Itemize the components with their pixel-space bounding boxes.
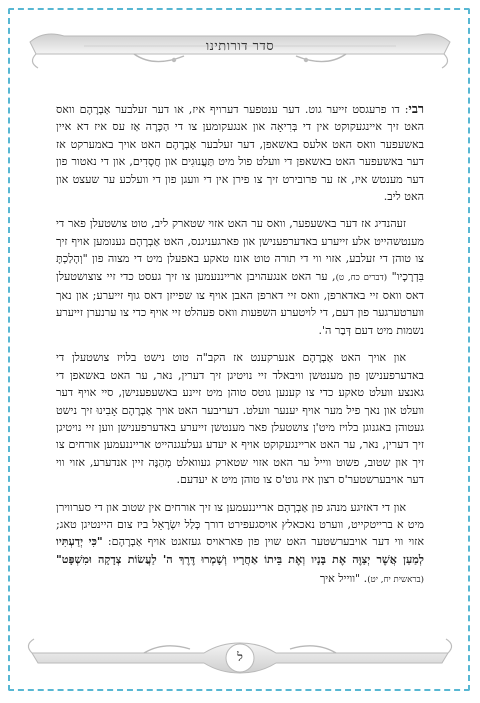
paragraph-4-text-a: און די דאזיגע מנהג פון אַבְרָהָם ארייננעמען צו זיך אורחים אין שטוב און די סערווירן מיט א ברייטקייט, ווערט נאכאלץ אויסגעפירט דורך כְּלַל יִשְׂרָאֵל ביז צום היינטיגן טאג; אזוי ווי דער אויבערשטער האט שוין פון פאראויס געזאגט אויף אַבְרָהָם: bbox=[56, 500, 424, 549]
main-text bbox=[56, 100, 424, 600]
paragraph-2 bbox=[56, 215, 424, 339]
source-citation: (בראשית יח, יט) bbox=[367, 575, 424, 586]
paragraph-2-text-a: זעהנדיג אז דער באשעפער, וואס ער האט אזוי שטארק ליב, טוט צושטעלן פאר די מענטשהייט אלע זייערע באדערפענישן און פארגעניגנס, האט אַבְרָהָם גענומען אויף זיך צו טוהן די זעלבע, אזוי ווי די תורה טוט אונז טאקע באפעלן מיט די מצוה פון "וְהָלַכְתָּ בִּדְרָכָיו" bbox=[56, 217, 424, 283]
paragraph-2-text-b: , ער האט אנגעהויבן ארייננעמען צו זיך געסט כדי זיי צוצושטעלן דאס וואס זיי באדארפן, וואס זיי דארפן האבן אויף צו שפייזן דאס גוף זייערע; און נאך ווערטערגער פון דעם, די לויטערע השפעות וואס פעהלט זיי אויף כדי צו ערנערן זייערע נשמות מיט דעם דְּבַר ה'. bbox=[56, 269, 424, 337]
running-header-title: סדר דורותינו bbox=[205, 39, 275, 54]
paragraph-1 bbox=[56, 100, 424, 205]
page-number: ל bbox=[237, 650, 243, 664]
paragraph-3 bbox=[56, 349, 424, 488]
verse-quote: "כִּי יְדַעְתִּיו לְמַעַן אֲשֶׁר יְצַוֶּה אֶת בָּנָיו וְאֶת בֵּיתוֹ אַחֲרָיו וְשָׁמְרוּ דֶּרֶךְ ה' לַעֲשׂוֹת צְדָקָה וּמִשְׁפָּט" bbox=[56, 535, 424, 566]
paragraph-1-text: : דו פרעגסט זייער גוט. דער ענטפער דערויף איז, או דער זעלבער אַבְרָהָם וואס האט זיך איינגעקוקט אין די בְּרִיאָה און אנגעקומען צו די הַכָּרָה אַז עס איז דא איין באשעפער וואס האט אלעס באשאפן, דער זעלבער אַבְרָהָם האט אויך באמערקט אז דער באשעפער האט באשאפן די וועלט פול מיט תַּעֲנוּגִים און חֲסָדִים, און די נאטור פון דער מענטש איז, אז ער פרובירט זיך צו פירן אין די וועגן פון די וועלכע ער שעצט און האט ליב. bbox=[56, 103, 424, 204]
paragraph-4 bbox=[56, 499, 424, 590]
paragraph-3-text: און אויך האט אַבְרָהָם אנערקענט אז הקב"ה טוט נישט בלויז צושטעלן די באדערפענישן פון מענטשן וויבאלד זיי נויטיגן זיך דערין, נאר, ער האט באשאפן די גאנצע וועלט טאקע כדי צו קענען גוטס טוהן מיט זיינע באשעפענישן, סיי אויף דער וועלט און נאך פיל מער אויף יענער וועלט. דעריבער האט אויך אַבְרָהָם אָבִינוּ זיך נישט געטוהן באגנוגן בלויז מיט'ן צושטעלן פאר מענטשן זייערע באדערפענישן ווען זיי נויטיגן זיך דערין, נאר, ער האט אריינגעקוקט אויף א יעדע געלעגנהייט ארייננעמען אורחים צו זיך און שטוב, פשוט ווייל ער האט אזוי שטארק געוואלט מְהַנֶּה זיין אנדערע, אזוי ווי דער אויבערשטער'ס רצון איז גוט'ס צו טוהן מיט א יעדעם. bbox=[56, 351, 424, 487]
source-citation: (דברים כח, ט) bbox=[335, 272, 388, 283]
speaker-label: רבי bbox=[408, 101, 424, 116]
paragraph-4-text-b: . "ווייל איך bbox=[319, 572, 368, 586]
